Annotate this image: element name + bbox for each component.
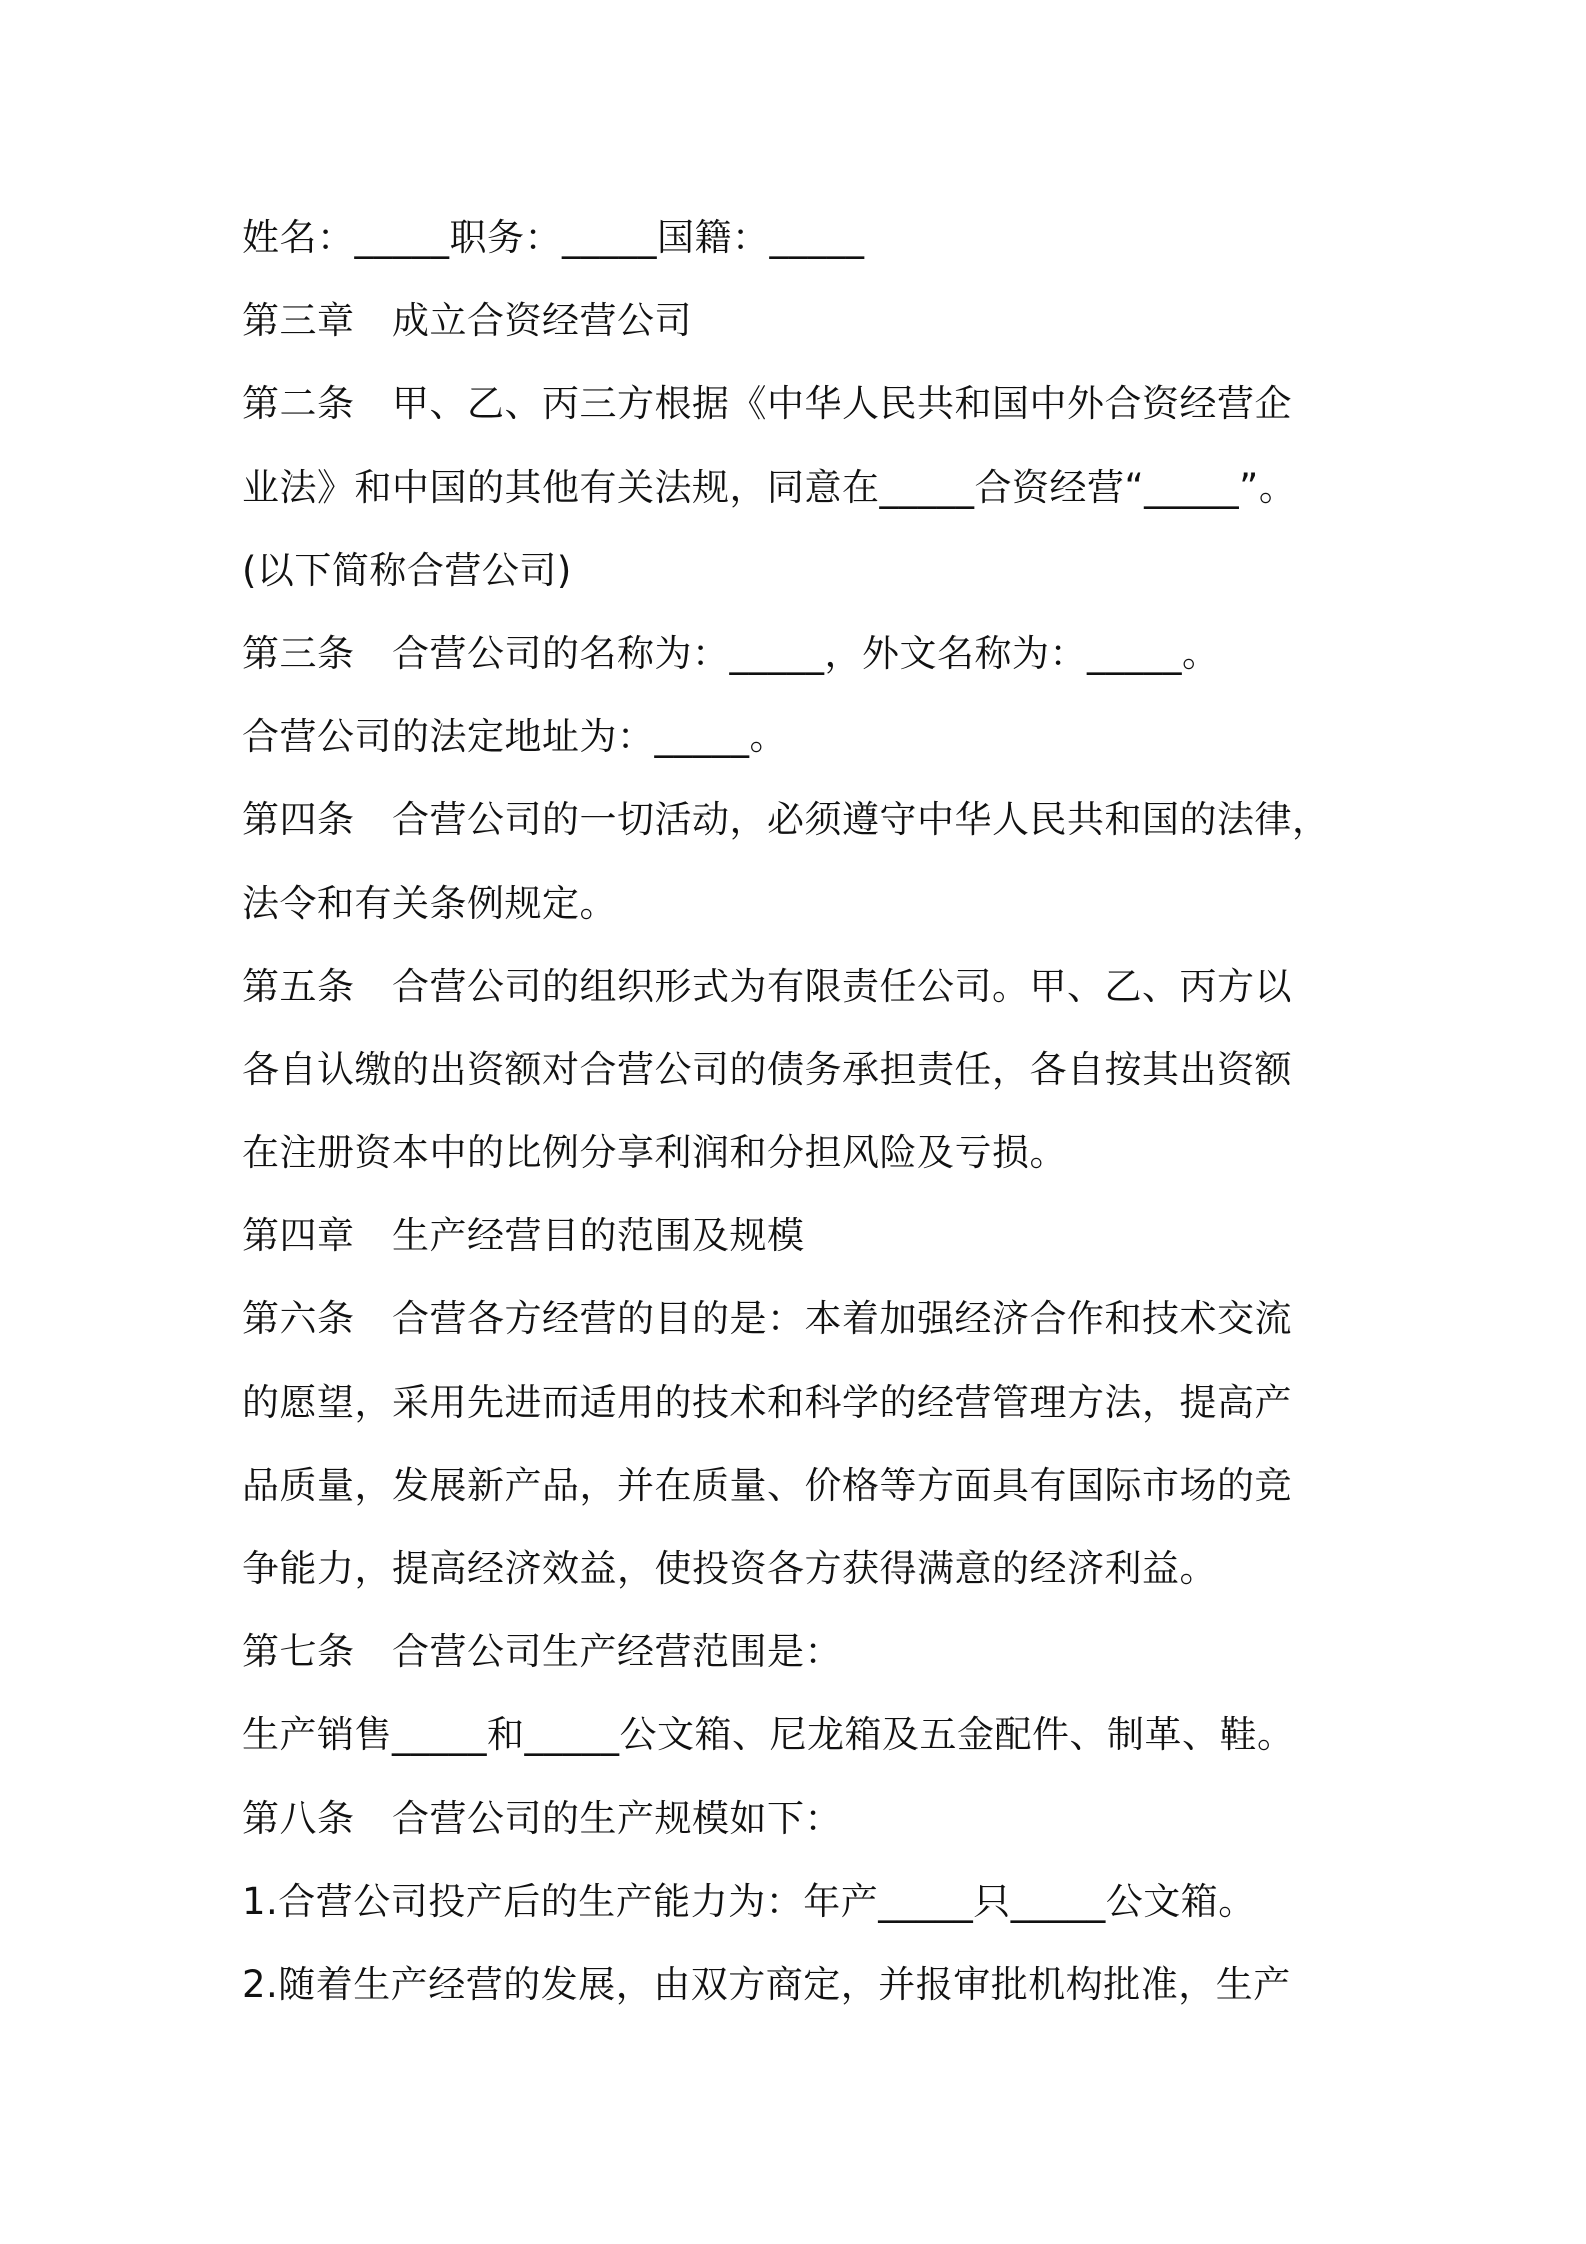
- article-5-line-2: 各自认缴的出资额对合营公司的债务承担责任，各自按其出资额: [242, 1047, 1292, 1091]
- article-2-line-3: (以下简称合营公司): [242, 548, 572, 592]
- text-line-personal-info: 姓名：_____职务：_____国籍：_____: [242, 216, 865, 259]
- article-6-line-1: 第六条 合营各方经营的目的是：本着加强经济合作和技术交流: [242, 1297, 1292, 1341]
- chapter-4-heading: 第四章 生产经营目的范围及规模: [242, 1214, 805, 1258]
- chapter-3-heading: 第三章 成立合资经营公司: [242, 299, 692, 343]
- article-2-line-1: 第二条 甲、乙、丙三方根据《中华人民共和国中外合资经营企: [242, 382, 1292, 426]
- article-5-line-1: 第五条 合营公司的组织形式为有限责任公司。甲、乙、丙方以: [242, 964, 1292, 1008]
- article-3-line-2: 合营公司的法定地址为：_____。: [242, 715, 787, 759]
- document-body: [242, 196, 1372, 2026]
- article-5-line-3: 在注册资本中的比例分享利润和分担风险及亏损。: [242, 1131, 1067, 1175]
- article-7-line-1: 第七条 合营公司生产经营范围是：: [242, 1630, 842, 1674]
- article-8-line-1: 第八条 合营公司的生产规模如下：: [242, 1796, 842, 1840]
- article-4-line-2: 法令和有关条例规定。: [242, 881, 617, 925]
- article-6-line-4: 争能力，提高经济效益，使投资各方获得满意的经济利益。: [242, 1547, 1217, 1590]
- article-8-item-1: 1.合营公司投产后的生产能力为：年产_____只_____公文箱。: [242, 1879, 1256, 1923]
- article-4-line-1: 第四条 合营公司的一切活动，必须遵守中华人民共和国的法律，: [242, 798, 1330, 842]
- article-6-line-3: 品质量，发展新产品，并在质量、价格等方面具有国际市场的竞: [242, 1463, 1292, 1507]
- article-8-item-2: 2.随着生产经营的发展，由双方商定，并报审批机构批准，生产: [242, 1962, 1291, 2006]
- article-3-line-1: 第三条 合营公司的名称为：_____，外文名称为：_____。: [242, 631, 1220, 675]
- article-6-line-2: 的愿望，采用先进而适用的技术和科学的经营管理方法，提高产: [242, 1380, 1292, 1424]
- article-7-line-2: 生产销售_____和_____公文箱、尼龙箱及五金配件、制革、鞋。: [242, 1713, 1295, 1757]
- article-2-line-2: 业法》和中国的其他有关法规，同意在_____合资经营“_____”。: [242, 465, 1297, 509]
